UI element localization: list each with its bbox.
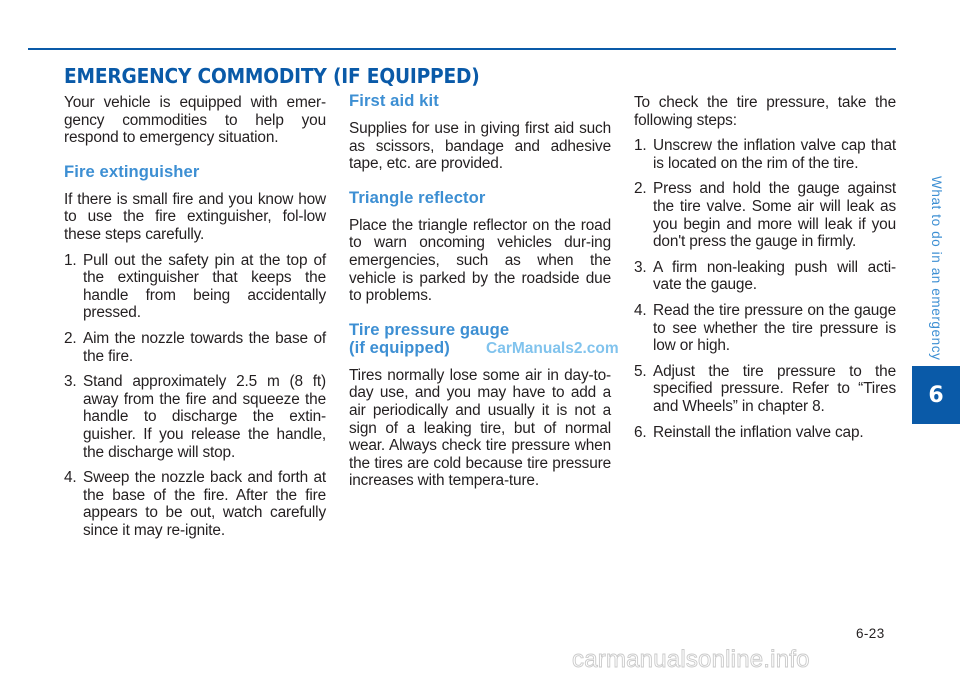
chapter-number: 6	[928, 382, 944, 408]
tire-check-step	[634, 302, 896, 355]
step-number: 5.	[634, 362, 647, 380]
column-middle	[349, 92, 611, 498]
triangle-reflector-heading: Triangle reflector	[349, 187, 486, 207]
column-right	[634, 94, 896, 449]
fire-extinguisher-step	[64, 373, 326, 461]
step-text: Press and hold the gauge against the tire valve. Some air will leak as you begin and more will leak if you don't press the gauge in firmly.	[653, 180, 896, 251]
chapter-tab[interactable]	[912, 366, 960, 424]
step-text: Sweep the nozzle back and forth at the base of the fire. After the fire appears to be out, watch carefully since it may re-ignite.	[83, 469, 326, 539]
step-text: Adjust the tire pressure to the specified pressure. Refer to “Tires and Wheels” in chapter 8.	[653, 362, 896, 415]
step-number: 6.	[634, 423, 647, 441]
step-text: A firm non-leaking push will acti-vate the gauge.	[653, 258, 896, 294]
step-text: Unscrew the inflation valve cap that is located on the rim of the tire.	[653, 137, 896, 172]
first-aid-kit-text: Supplies for use in giving first aid such as scissors, bandage and adhesive tape, etc. are provided.	[349, 120, 611, 173]
fire-extinguisher-step	[64, 469, 326, 539]
step-text: Aim the nozzle towards the base of the fire.	[83, 329, 326, 365]
step-number: 2.	[634, 180, 647, 198]
column-left	[64, 94, 326, 547]
page-number: 6-23	[856, 626, 885, 641]
chapter-side-label: What to do in an emergency	[929, 176, 944, 361]
fire-extinguisher-step	[64, 330, 326, 365]
tire-check-steps	[634, 137, 896, 441]
tire-check-intro: To check the tire pressure, take the following steps:	[634, 94, 896, 129]
step-number: 4.	[64, 469, 77, 487]
tire-check-step	[634, 180, 896, 250]
tire-pressure-gauge-heading-line2: (if equipped)	[349, 337, 450, 357]
tire-check-step	[634, 424, 896, 442]
step-text: Read the tire pressure on the gauge to see whether the tire pressure is low or high.	[653, 301, 896, 355]
tire-check-step	[634, 259, 896, 294]
step-text: Pull out the safety pin at the top of the extinguisher that keeps the handle from being accidentally pressed.	[83, 251, 326, 322]
fire-extinguisher-heading: Fire extinguisher	[64, 161, 200, 181]
header-rule	[28, 48, 896, 50]
step-number: 3.	[634, 258, 647, 276]
tire-pressure-gauge-text: Tires normally lose some air in day-to-day use, and you may have to add a air periodically and usually it is not a sign of a leaking tire, but of normal wear. Always check tire pressure when the tires are cold because tire pressure increases with tempera-ture.	[349, 366, 611, 490]
step-text: Stand approximately 2.5 m (8 ft) away from the fire and squeeze the handle to discharge the extin-guisher. If you release the handle, the discharge will stop.	[83, 373, 326, 461]
intro-paragraph: Your vehicle is equipped with emer-gency commodities to help you respond to emergency situation.	[64, 94, 326, 147]
step-number: 3.	[64, 373, 77, 391]
first-aid-kit-heading: First aid kit	[349, 91, 439, 110]
watermark-middle: CarManuals2.com	[486, 340, 619, 357]
watermark-bottom: carmanualsonline.info	[572, 646, 810, 673]
fire-extinguisher-step	[64, 252, 326, 322]
step-number: 1.	[634, 137, 647, 155]
triangle-reflector-text: Place the triangle reflector on the road to warn oncoming vehicles dur-ing emergencies, such as when the vehicle is parked by the roadside due to problems.	[349, 216, 611, 305]
step-number: 4.	[634, 301, 647, 319]
section-title: EMERGENCY COMMODITY (IF EQUIPPED)	[64, 64, 480, 88]
tire-check-step	[634, 363, 896, 416]
fire-extinguisher-intro: If there is small fire and you know how to use the fire extinguisher, fol-low these steps carefully.	[64, 190, 326, 243]
tire-check-step	[634, 137, 896, 172]
tire-pressure-gauge-heading-line1: Tire pressure gauge	[349, 319, 510, 339]
step-number: 2.	[64, 329, 77, 347]
step-number: 1.	[64, 251, 77, 269]
step-text: Reinstall the inflation valve cap.	[653, 423, 864, 441]
fire-extinguisher-steps	[64, 252, 326, 540]
